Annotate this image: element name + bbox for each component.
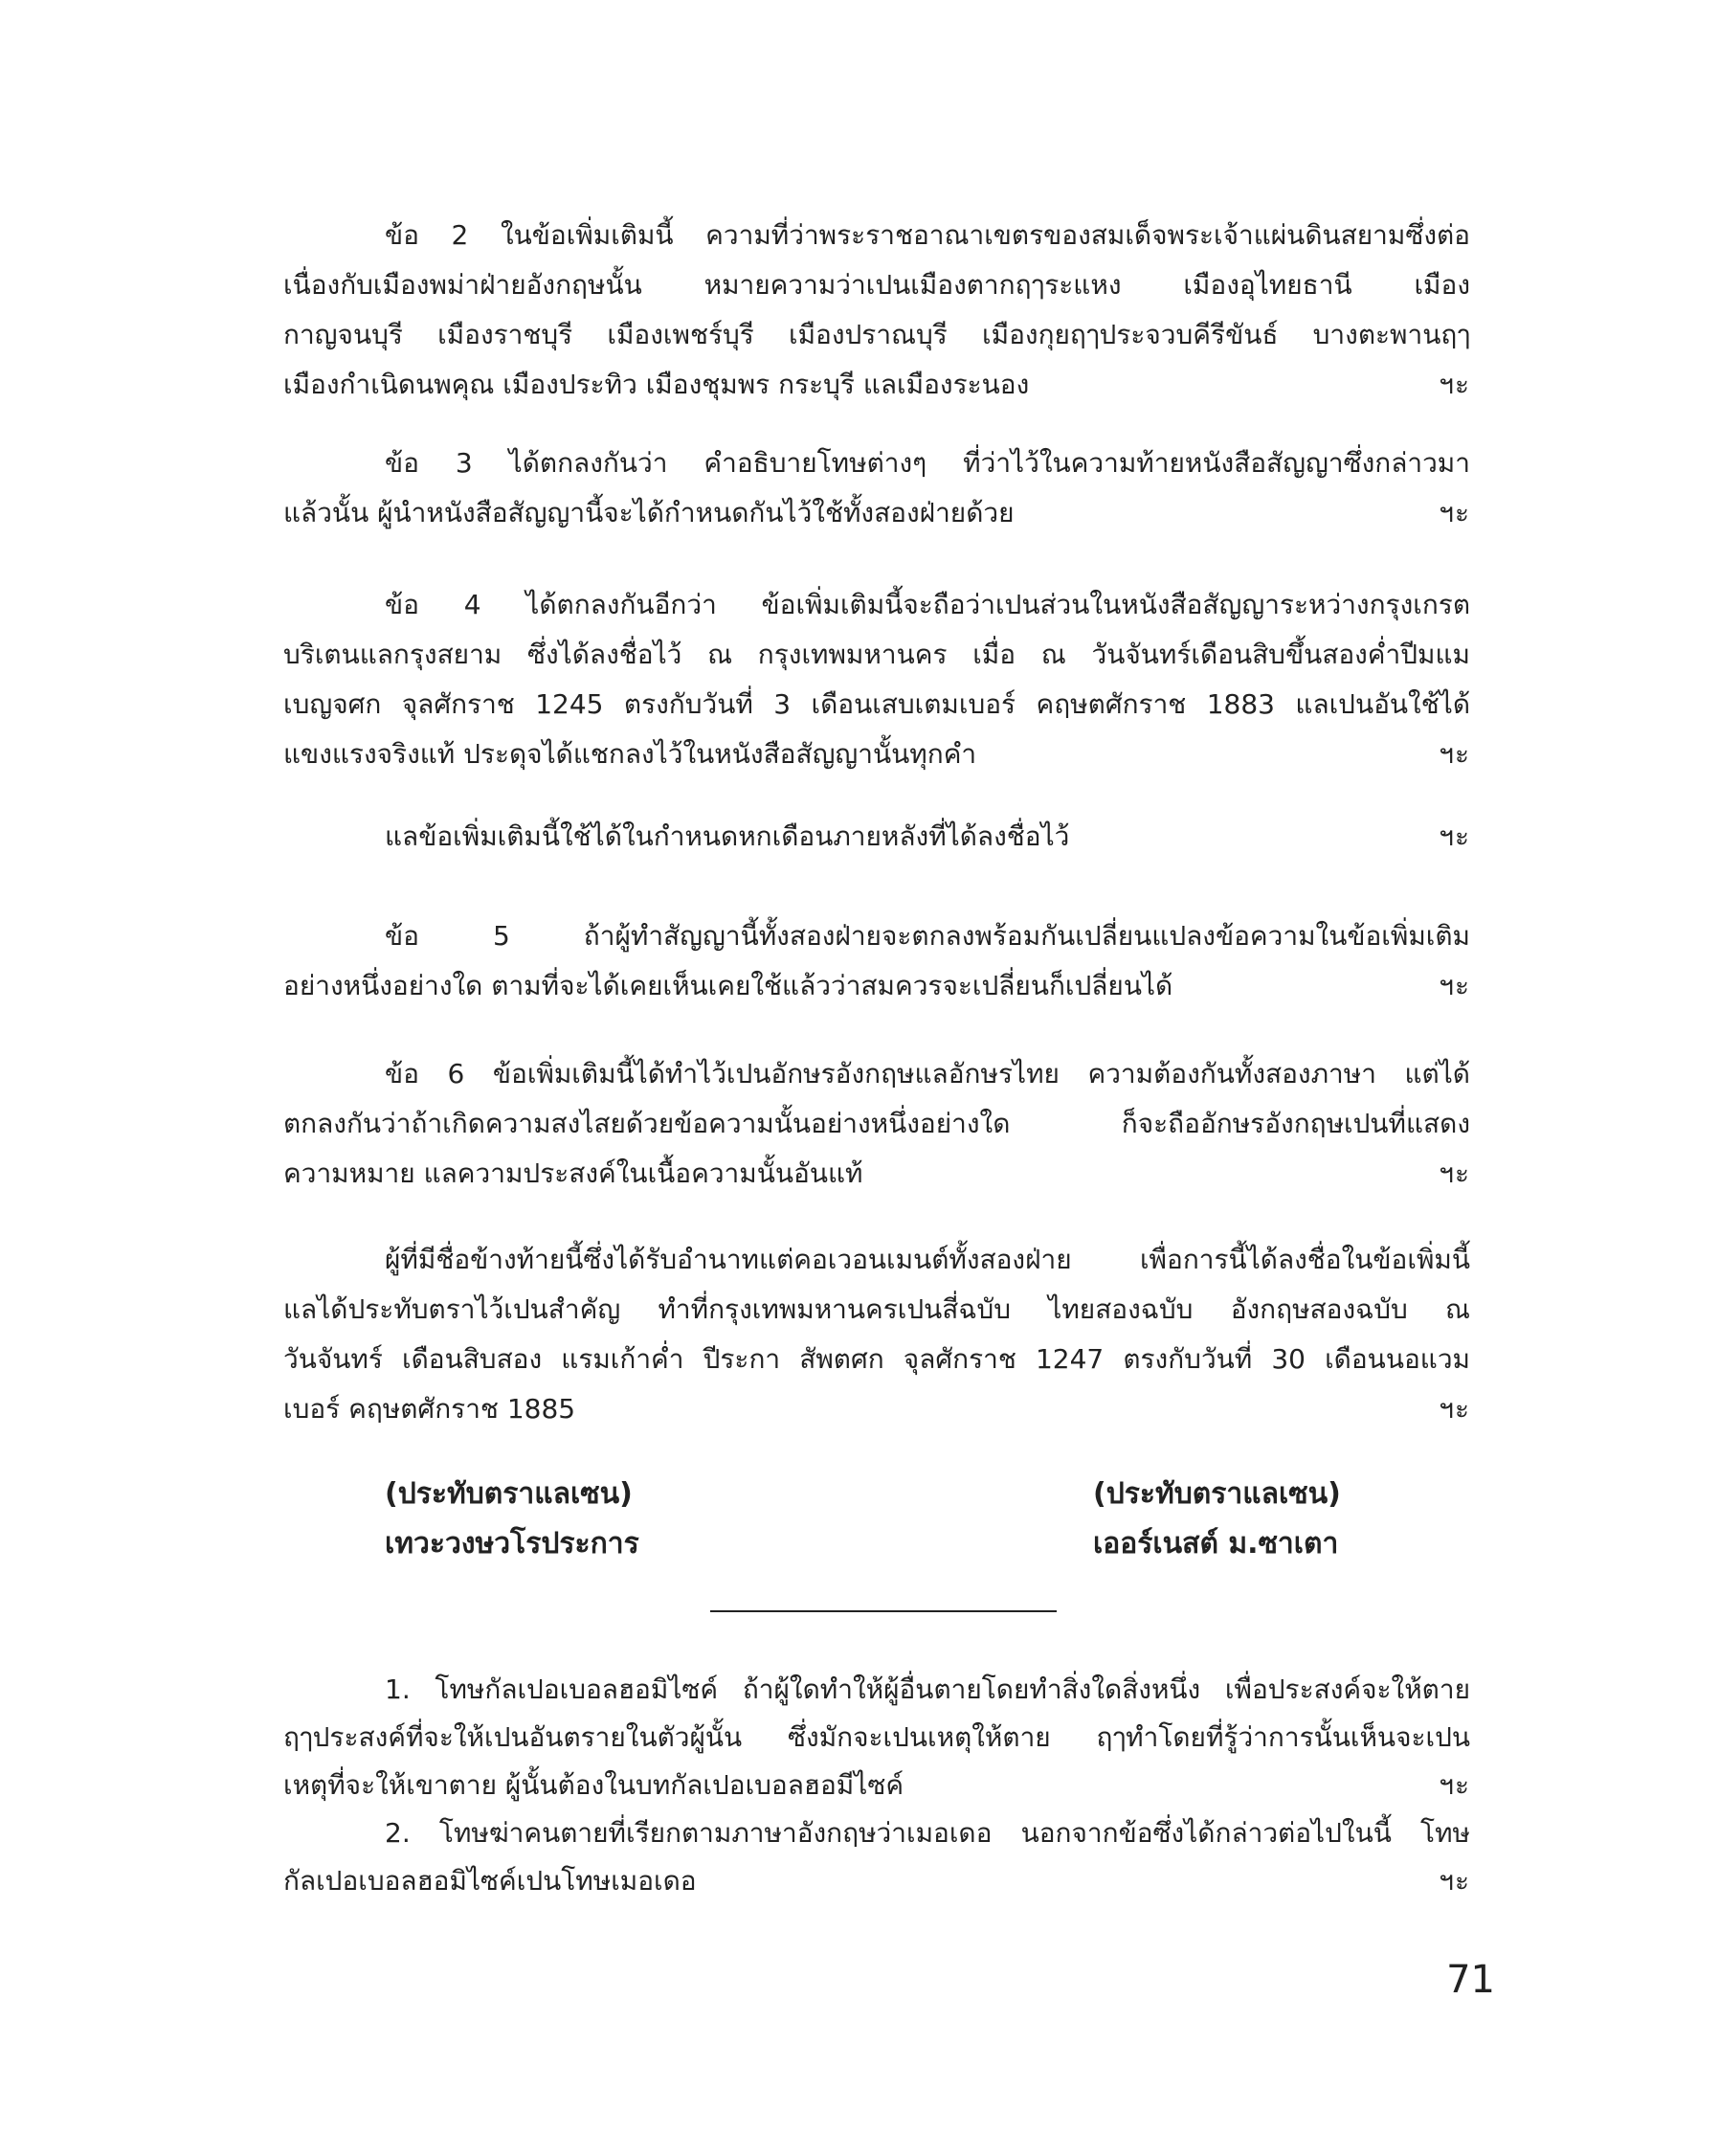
paragraph-line: แล้วนั้น ผู้นำหนังสือสัญญานี้จะได้กำหนดกันไว้ใช้ทั้งสองฝ่ายด้วย ฯะ [283,488,1470,538]
paragraph-line: บริเตนแลกรุงสยาม ซึ่งได้ลงชื่อไว้ ณ กรุงเทพมหานคร เมื่อ ณ วันจันทร์เดือนสิบขึ้นสองค่ำปีมแม [283,639,1470,670]
paragraph-line: ข้อ 5 ถ้าผู้ทำสัญญานี้ทั้งสองฝ่ายจะตกลงพร้อมกันเปลี่ยนแปลงข้อความในข้อเพิ่มเติม [385,920,1470,952]
end-mark: ฯะ [1439,369,1470,400]
footnote-line: ฤๅประสงค์ที่จะให้เปนอันตรายในตัวผู้นั้น ซึ่งมักจะเปนเหตุให้ตาย ฤๅทำโดยที่รู้ว่าการนั้นเห็นจะเปน [283,1721,1470,1753]
footnote-line: 2. โทษฆ่าคนตายที่เรียกตามภาษาอังกฤษว่าเมอเดอ นอกจากข้อซึ่งได้กล่าวต่อไปในนี้ โทษ [385,1817,1470,1849]
article-4-paragraph [283,580,1470,779]
right-seal-label: (ประทับตราแลเซน) [1093,1477,1341,1511]
signing-paragraph [283,1235,1470,1434]
footnote-line: 1. โทษกัลเปอเบอลฮอมิไซค์ ถ้าผู้ใดทำให้ผู้อื่นตายโดยทำสิ่งใดสิ่งหนึ่ง เพื่อประสงค์จะให้ตาย [385,1673,1470,1705]
end-mark: ฯะ [1439,497,1470,528]
end-mark: ฯะ [1439,1157,1470,1189]
paragraph-line: วันจันทร์ เดือนสิบสอง แรมเก้าค่ำ ปีระกา สัพตศก จุลศักราช 1247 ตรงกับวันที่ 30 เดือนนอแวม [283,1343,1470,1375]
article-3-paragraph [283,438,1470,538]
paragraph-line: กาญจนบุรี เมืองราชบุรี เมืองเพชร์บุรี เมืองปราณบุรี เมืองกุยฤๅประจวบคีรีขันธ์ บางตะพานฤๅ [283,319,1470,350]
end-mark: ฯะ [1439,738,1470,770]
end-mark: ฯะ [1439,1865,1470,1897]
paragraph-line: ผู้ที่มีชื่อข้างท้ายนี้ซึ่งได้รับอำนาทแต่คอเวอนเมนต์ทั้งสองฝ่าย เพื่อการนี้ได้ลงชื่อในข้อเพิ่มนี้ [385,1244,1470,1275]
page-number: 71 [1446,1958,1495,2002]
paragraph-line: แลข้อเพิ่มเติมนี้ใช้ได้ในกำหนดหกเดือนภายหลังที่ได้ลงชื่อไว้ ฯะ [283,812,1470,862]
paragraph-line: ข้อ 6 ข้อเพิ่มเติมนี้ได้ทำไว้เปนอักษรอังกฤษแลอักษรไทย ความต้องกันทั้งสองภาษา แต่ได้ [385,1058,1470,1089]
article-5-paragraph [283,911,1470,1011]
left-seal-label: (ประทับตราแลเซน) [385,1477,633,1511]
end-mark: ฯะ [1439,820,1470,852]
paragraph-line: เมืองกำเนิดนพคุณ เมืองประทิว เมืองชุมพร กระบุรี แลเมืองระนอง ฯะ [283,360,1470,410]
paragraph-line: อย่างหนึ่งอย่างใด ตามที่จะได้เคยเห็นเคยใช้แล้วว่าสมควรจะเปลี่ยนก็เปลี่ยนได้ ฯะ [283,961,1470,1011]
paragraph-line: เบอร์ คฤษตศักราช 1885 ฯะ [283,1384,1470,1434]
paragraph-line: แลได้ประทับตราไว้เปนสำคัญ ทำที่กรุงเทพมหานครเปนสี่ฉบับ ไทยสองฉบับ อังกฤษสองฉบับ ณ [283,1293,1470,1325]
right-signature-block [1093,1470,1341,1569]
paragraph-line: แขงแรงจริงแท้ ประดุจได้แชกลงไว้ในหนังสือสัญญานั้นทุกคำ ฯะ [283,730,1470,779]
left-signature-block [385,1470,639,1569]
footnote-1 [283,1666,1470,1809]
footnote-2 [283,1809,1470,1905]
paragraph-line: ตกลงกันว่าถ้าเกิดความสงไสยด้วยข้อความนั้นอย่างหนึ่งอย่างใด ก็จะถืออักษรอังกฤษเปนที่แสดง [283,1108,1470,1139]
paragraph-line: เบญจศก จุลศักราช 1245 ตรงกับวันที่ 3 เดือนเสบเตมเบอร์ คฤษตศักราช 1883 แลเปนอันใช้ได้ [283,688,1470,720]
footnote-separator [710,1610,1057,1612]
paragraph-line: เนื่องกับเมืองพม่าฝ่ายอังกฤษนั้น หมายความว่าเปนเมืองตากฤๅระแหง เมืองอุไทยธานี เมือง [283,269,1470,301]
validity-paragraph [283,812,1470,862]
article-6-paragraph [283,1049,1470,1199]
right-signatory-name: เออร์เนสต์ ม.ซาเตา [1093,1527,1339,1561]
end-mark: ฯะ [1439,1393,1470,1425]
left-signatory-name: เทวะวงษวโรประการ [385,1527,639,1561]
paragraph-line: ข้อ 4 ได้ตกลงกันอีกว่า ข้อเพิ่มเติมนี้จะถือว่าเปนส่วนในหนังสือสัญญาระหว่างกรุงเกรต [385,589,1470,620]
end-mark: ฯะ [1439,1769,1470,1801]
paragraph-line: ความหมาย แลความประสงค์ในเนื้อความนั้นอันแท้ ฯะ [283,1149,1470,1199]
footnote-line: เหตุที่จะให้เขาตาย ผู้นั้นต้องในบทกัลเปอเบอลฮอมีไซค์ ฯะ [283,1762,1470,1809]
paragraph-line: ข้อ 2 ในข้อเพิ่มเติมนี้ ความที่ว่าพระราชอาณาเขตรของสมเด็จพระเจ้าแผ่นดินสยามซึ่งต่อ [385,219,1470,251]
paragraph-line: ข้อ 3 ได้ตกลงกันว่า คำอธิบายโทษต่างๆ ที่ว่าไว้ในความท้ายหนังสือสัญญาซึ่งกล่าวมา [385,447,1470,479]
footnote-line: กัลเปอเบอลฮอมิไซค์เปนโทษเมอเดอ ฯะ [283,1857,1470,1905]
article-2-paragraph [283,211,1470,410]
end-mark: ฯะ [1439,970,1470,1001]
